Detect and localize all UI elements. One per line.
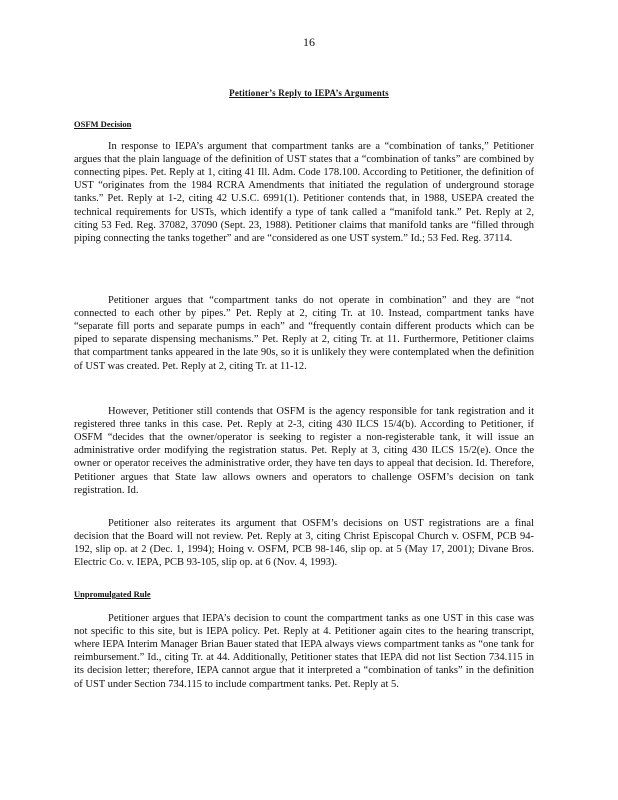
subheading-unpromulgated-rule: Unpromulgated Rule [74,589,151,599]
paragraph-4: Petitioner also reiterates its argument that OSFM’s decisions on UST registrations are a final decision that the Board will not review. Pet. Reply at 3, citing Christ Episcopal Church v. OSFM, PCB 94-192, slip op. at 2 (Dec. 1, 1994); Hoing v. OSFM, PCB 98-146, slip op. at 5 (May 17, 2001); Divane Bros. Electric Co. v. IEPA, PCB 93-105, slip op. at 6 (Nov. 4, 1993). [74,517,534,569]
paragraph-3: However, Petitioner still contends that OSFM is the agency responsible for tank registration and it registered three tanks in this case. Pet. Reply at 2-3, citing 430 ILCS 15/4(b). According to Petitioner, if OSFM “decides that the owner/operator is seeking to register a non-registerable tank, it will issue an administrative order modifying the registration status. Pet. Reply at 3, citing 430 ILCS 15/2(e). Once the owner or operator receives the administrative order, they have ten days to appeal that decision. Id. Therefore, Petitioner argues that State law allows owners and operators to challenge OSFM’s decision on tank registration. Id. [74,405,534,496]
paragraph-2: Petitioner argues that “compartment tanks do not operate in combination” and they are “not connected to each other by pipes.” Pet. Reply at 2, citing Tr. at 10. Instead, compartment tanks have “separate fill ports and separate pumps in each” and “frequently contain different products which can be piped to separate dispensing mechanisms.” Pet. Reply at 2, citing Tr. at 11. Furthermore, Petitioner claims that compartment tanks appeared in the late 90s, so it is unlikely they were contemplated when the definition of UST was created. Pet. Reply at 2, citing Tr. at 11-12. [74,294,534,372]
section-heading [0,88,618,98]
paragraph-1: In response to IEPA’s argument that compartment tanks are a “combination of tanks,” Petitioner argues that the plain language of the definition of UST states that a “combination of tanks” are combined by connecting pipes. Pet. Reply at 1, citing 41 Ill. Adm. Code 178.100. According to Petitioner, the definition of UST “originates from the 1984 RCRA Amendments that initiated the regulation of underground storage tanks.” Pet. Reply at 1-2, citing 42 U.S.C. 6991(1). Petitioner contends that, in 1988, USEPA created the technical requirements for USTs, which identify a type of tank called a “manifold tank.” Pet. Reply at 2, citing 53 Fed. Reg. 37082, 37090 (Sept. 23, 1988). Petitioner claims that manifold tanks are “filled through piping connecting the tanks together” and are “considered as one UST system.” Id.; 53 Fed. Reg. 37114. [74,140,534,244]
page-number: 16 [303,35,315,49]
subheading-osfm-decision: OSFM Decision [74,119,132,129]
section-heading-text: Petitioner’s Reply to IEPA’s Arguments [229,88,389,98]
paragraph-5: Petitioner argues that IEPA’s decision to count the compartment tanks as one UST in this case was not specific to this site, but is IEPA policy. Pet. Reply at 4. Petitioner again cites to the hearing transcript, where IEPA Interim Manager Brian Bauer stated that IEPA always views compartment tanks as “one tank for reimbursement.” Id., citing Tr. at 44. Additionally, Petitioner states that IEPA did not list Section 734.115 in its decision letter; therefore, IEPA cannot argue that it interpreted a “combination of tanks” in the definition of UST under Section 734.115 to include compartment tanks. Pet. Reply at 5. [74,612,534,690]
